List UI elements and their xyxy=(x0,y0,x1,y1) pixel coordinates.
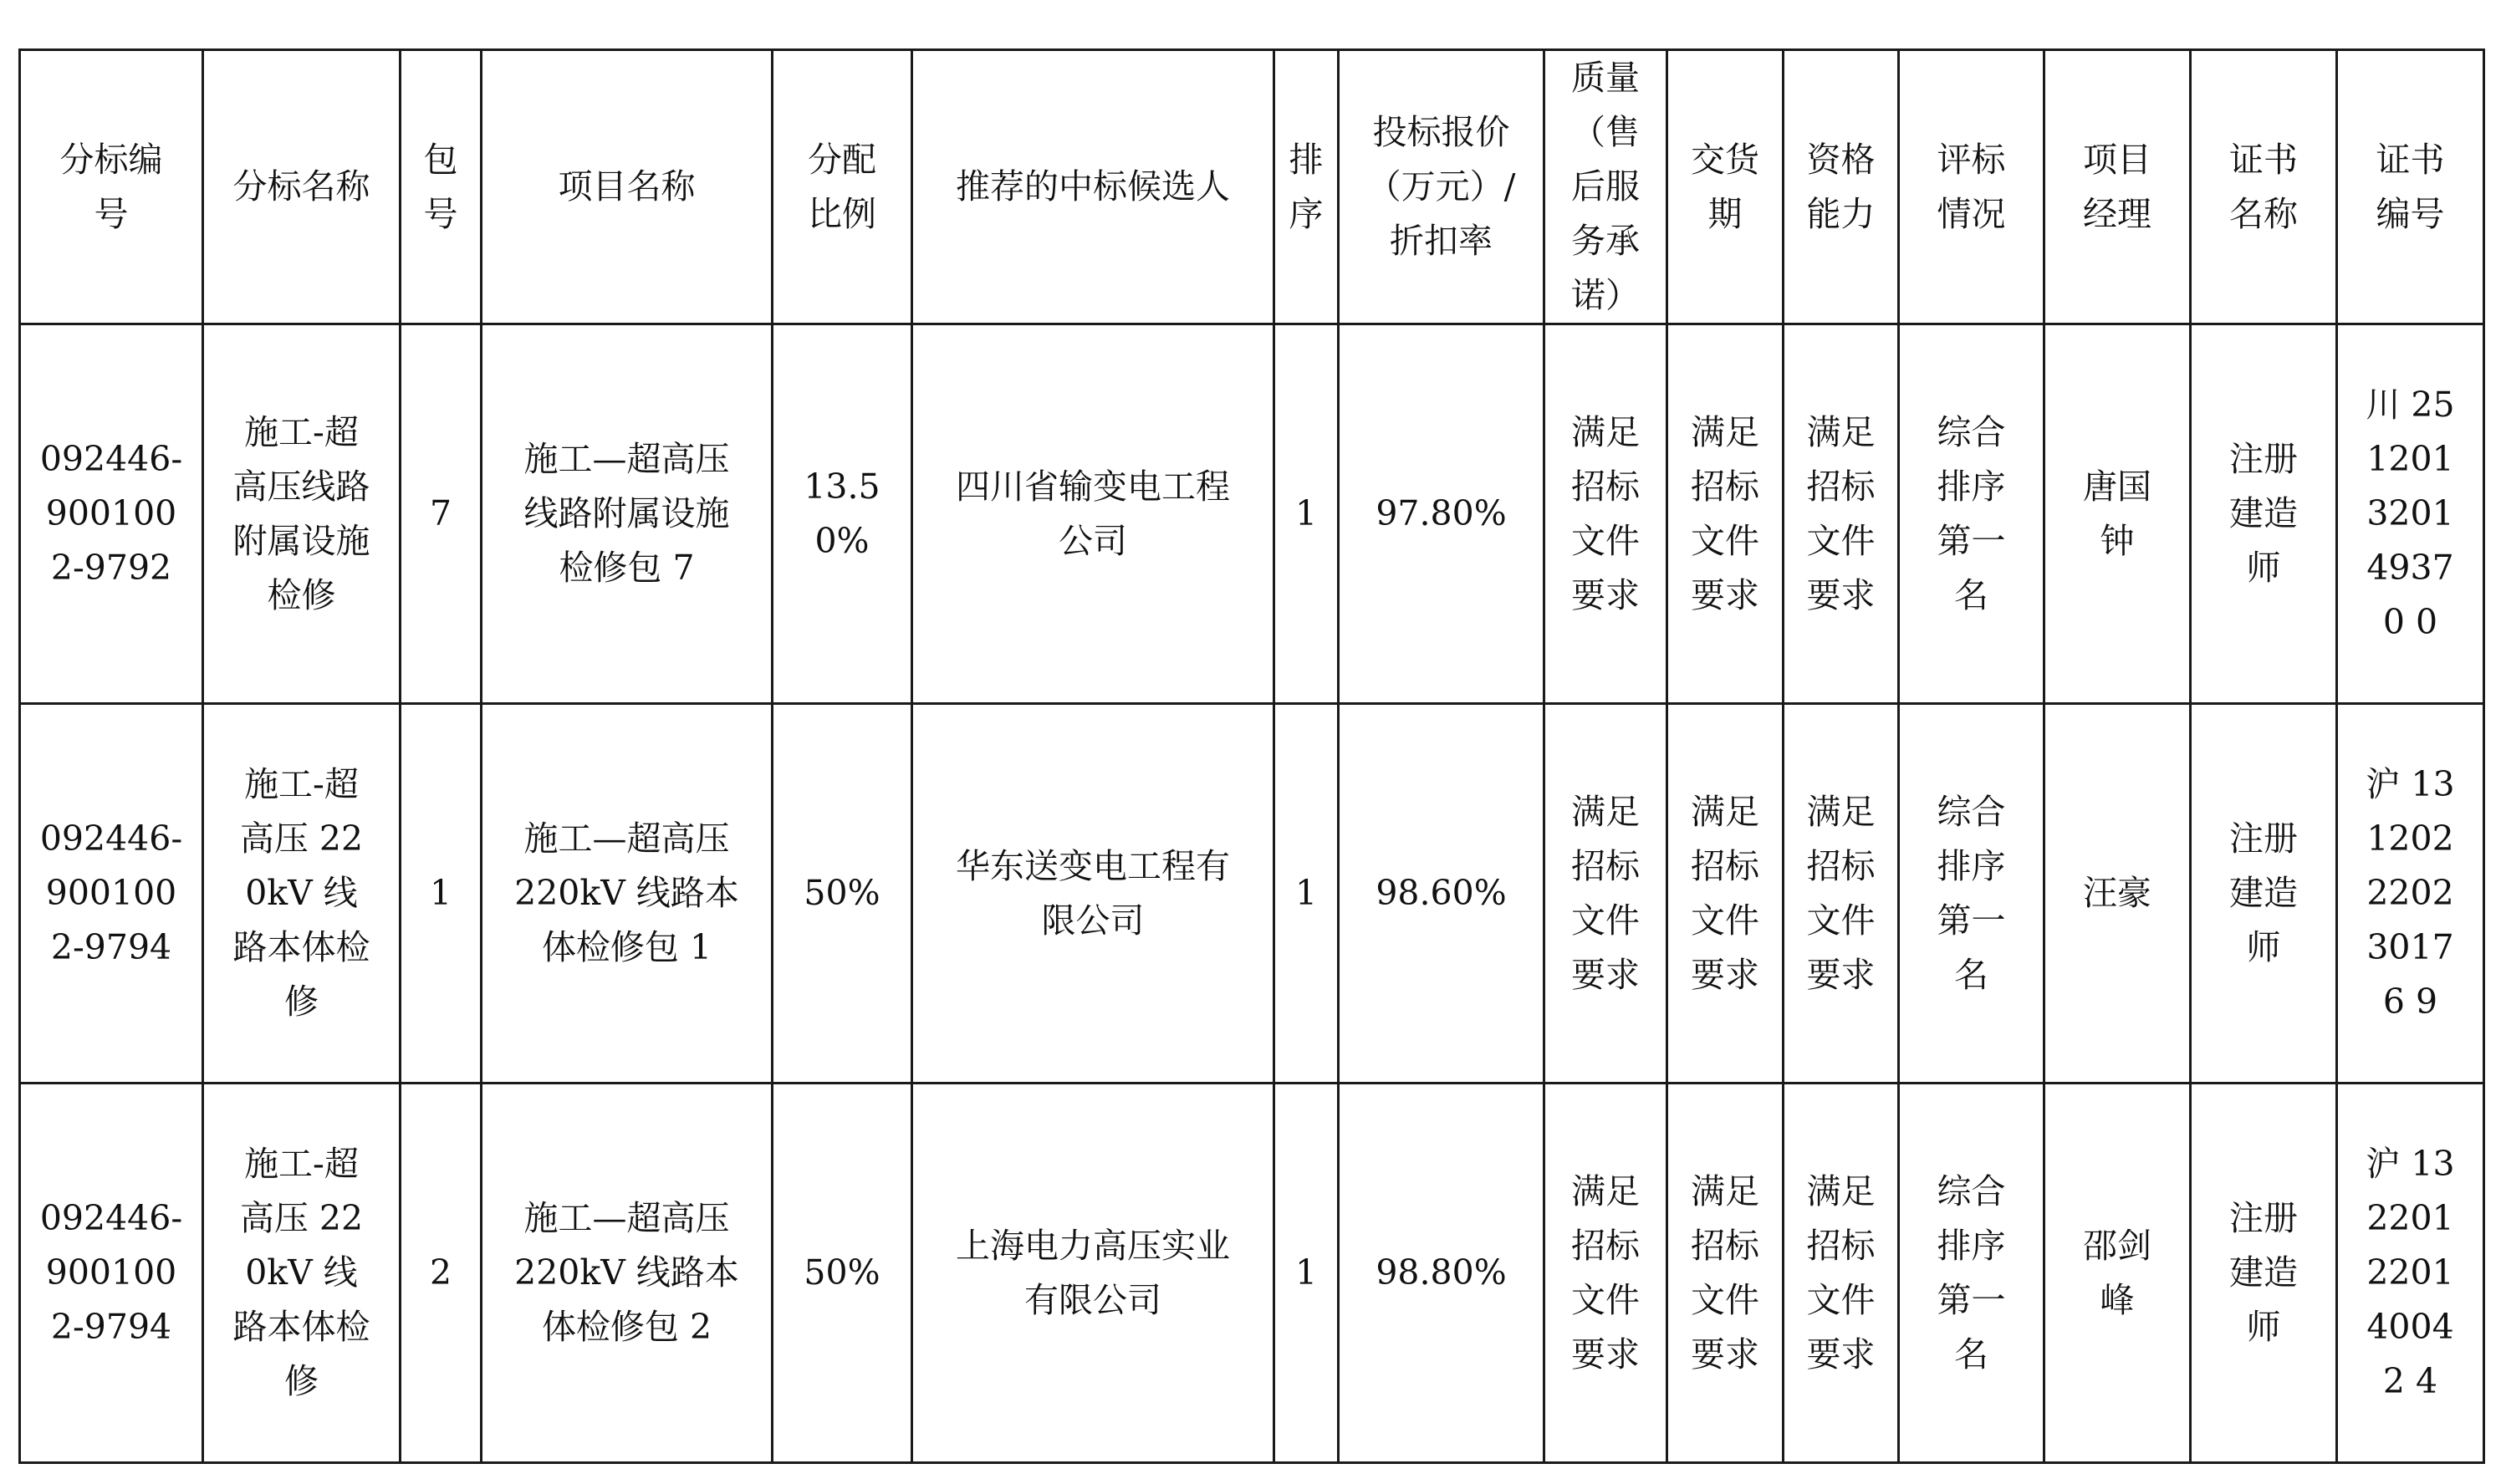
cell-price: 98.60% xyxy=(1339,704,1544,1084)
cell-lot-name: 施工-超高压 220kV 线路本体检修 xyxy=(203,704,401,1084)
cell-quality: 满足招标文件要求 xyxy=(1544,704,1667,1084)
cell-evaluation: 综合排序第一名 xyxy=(1899,704,2044,1084)
cell-lot-no: 092446-9001002-9794 xyxy=(20,1084,203,1463)
cell-cert-name: 注册建造师 xyxy=(2191,1084,2337,1463)
cell-cert-name: 注册建造师 xyxy=(2191,704,2337,1084)
header-cert-name: 证书名称 xyxy=(2191,50,2337,324)
cell-project-name: 施工—超高压 220kV 线路本体检修包 2 xyxy=(482,1084,773,1463)
cell-delivery: 满足招标文件要求 xyxy=(1667,324,1784,704)
header-package-no: 包号 xyxy=(401,50,482,324)
cell-delivery: 满足招标文件要求 xyxy=(1667,1084,1784,1463)
cell-manager: 邵剑峰 xyxy=(2044,1084,2191,1463)
cell-qualification: 满足招标文件要求 xyxy=(1784,1084,1899,1463)
header-lot-name: 分标名称 xyxy=(203,50,401,324)
cell-lot-name: 施工-超高压线路附属设施检修 xyxy=(203,324,401,704)
header-evaluation: 评标情况 xyxy=(1899,50,2044,324)
cell-price: 97.80% xyxy=(1339,324,1544,704)
cell-rank: 1 xyxy=(1274,1084,1339,1463)
table-row xyxy=(20,704,2484,1084)
header-cert-no: 证书编号 xyxy=(2337,50,2484,324)
bid-result-table xyxy=(18,48,2485,1464)
header-qualification: 资格能力 xyxy=(1784,50,1899,324)
cell-cert-name: 注册建造师 xyxy=(2191,324,2337,704)
cell-project-name: 施工—超高压线路附属设施检修包 7 xyxy=(482,324,773,704)
cell-ratio: 50% xyxy=(773,704,912,1084)
cell-rank: 1 xyxy=(1274,704,1339,1084)
cell-lot-name: 施工-超高压 220kV 线路本体检修 xyxy=(203,1084,401,1463)
header-delivery: 交货期 xyxy=(1667,50,1784,324)
cell-quality: 满足招标文件要求 xyxy=(1544,324,1667,704)
cell-candidate: 四川省输变电工程公司 xyxy=(912,324,1274,704)
cell-qualification: 满足招标文件要求 xyxy=(1784,324,1899,704)
header-rank: 排序 xyxy=(1274,50,1339,324)
header-quality: 质量（售后服务承诺） xyxy=(1544,50,1667,324)
cell-package-no: 1 xyxy=(401,704,482,1084)
header-row xyxy=(20,50,2484,324)
cell-candidate: 上海电力高压实业有限公司 xyxy=(912,1084,1274,1463)
cell-quality: 满足招标文件要求 xyxy=(1544,1084,1667,1463)
header-price: 投标报价（万元）/折扣率 xyxy=(1339,50,1544,324)
cell-manager: 汪豪 xyxy=(2044,704,2191,1084)
header-manager: 项目经理 xyxy=(2044,50,2191,324)
table-row xyxy=(20,324,2484,704)
cell-cert-no: 沪 131202220230176 9 xyxy=(2337,704,2484,1084)
cell-qualification: 满足招标文件要求 xyxy=(1784,704,1899,1084)
header-lot-no: 分标编号 xyxy=(20,50,203,324)
cell-evaluation: 综合排序第一名 xyxy=(1899,324,2044,704)
header-ratio: 分配比例 xyxy=(773,50,912,324)
cell-package-no: 2 xyxy=(401,1084,482,1463)
cell-cert-no: 川 251201320149370 0 xyxy=(2337,324,2484,704)
cell-delivery: 满足招标文件要求 xyxy=(1667,704,1784,1084)
cell-package-no: 7 xyxy=(401,324,482,704)
cell-manager: 唐国钟 xyxy=(2044,324,2191,704)
cell-evaluation: 综合排序第一名 xyxy=(1899,1084,2044,1463)
cell-cert-no: 沪 132201220140042 4 xyxy=(2337,1084,2484,1463)
cell-price: 98.80% xyxy=(1339,1084,1544,1463)
cell-candidate: 华东送变电工程有限公司 xyxy=(912,704,1274,1084)
table-row xyxy=(20,1084,2484,1463)
cell-ratio: 13.50% xyxy=(773,324,912,704)
cell-lot-no: 092446-9001002-9794 xyxy=(20,704,203,1084)
header-project-name: 项目名称 xyxy=(482,50,773,324)
cell-project-name: 施工—超高压 220kV 线路本体检修包 1 xyxy=(482,704,773,1084)
cell-ratio: 50% xyxy=(773,1084,912,1463)
header-candidate: 推荐的中标候选人 xyxy=(912,50,1274,324)
cell-rank: 1 xyxy=(1274,324,1339,704)
cell-lot-no: 092446-9001002-9792 xyxy=(20,324,203,704)
